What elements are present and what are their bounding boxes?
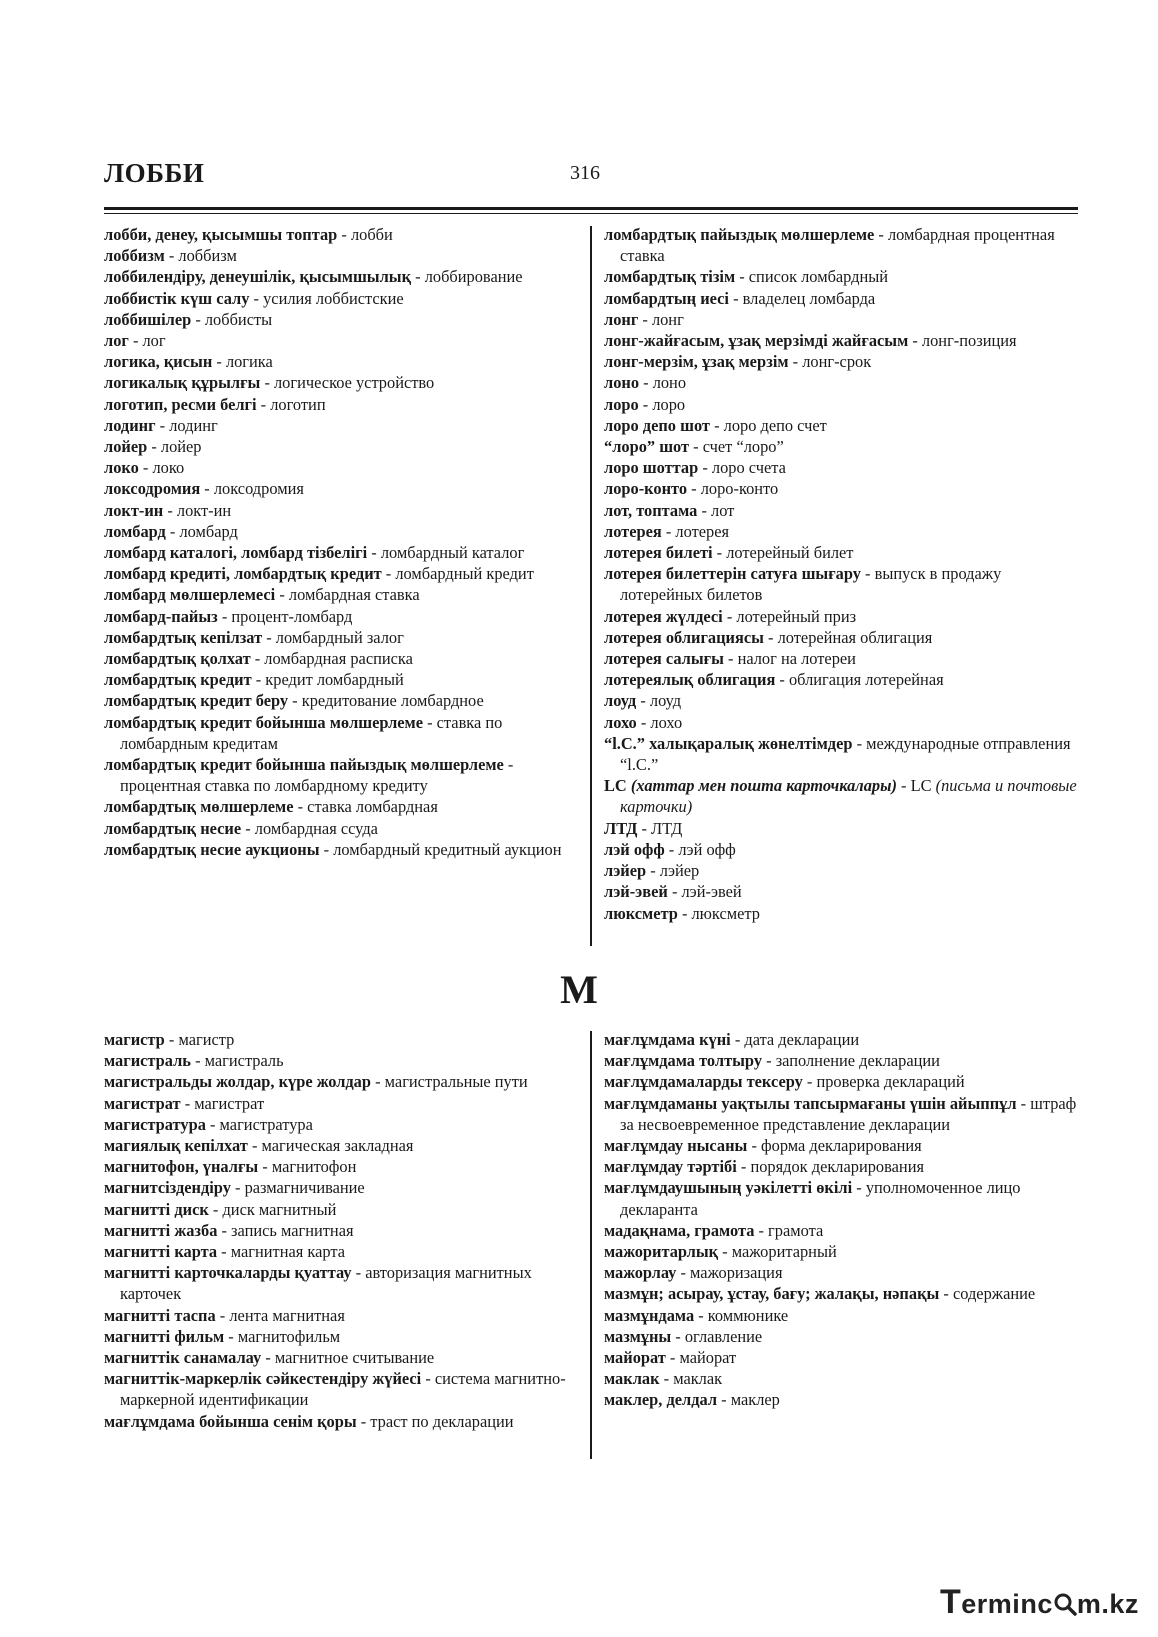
entry-definition: заполнение декларации [775, 1051, 940, 1071]
entry-term: “лоро” шот [604, 437, 690, 457]
dictionary-entry: лоббилендіру, денеушілік, қысымшылық - лоббирование [104, 267, 523, 287]
entry-term: лотерея [604, 521, 662, 541]
entry-definition: лента магнитная [229, 1305, 345, 1325]
entry-definition: лотерейный приз [736, 606, 857, 626]
dictionary-entry: ломбардтық қолхат - ломбардная расписка [104, 649, 413, 669]
entry-term: магистратура [104, 1114, 206, 1134]
entry-term: ломбардтық қолхат [104, 649, 251, 669]
dictionary-entry: мазмұндама - коммюнике [604, 1305, 789, 1325]
entry-term: мағлұмдамаларды тексеру [604, 1072, 803, 1092]
entry-definition: LC [910, 776, 932, 796]
dictionary-entry: магнитті таспа - лента магнитная [104, 1305, 345, 1325]
entry-term: логика, қисын [104, 352, 213, 372]
entry-definition: ломбардная процентная ставка [620, 225, 1055, 266]
entry-definition: запись магнитная [231, 1220, 354, 1240]
dictionary-entry: мажоритарлық - мажоритарный [604, 1242, 837, 1262]
dictionary-entry: лоно - лоно [604, 373, 687, 393]
entry-definition: магистральные пути [384, 1072, 528, 1092]
entry-definition: лоро депо счет [723, 415, 827, 435]
entry-term: лотерея билеті [604, 543, 713, 563]
dictionary-entry: магистратура - магистратура [104, 1114, 313, 1134]
entry-term: локсодромия [104, 479, 201, 499]
dictionary-entry: лоббизм - лоббизм [104, 246, 237, 266]
dictionary-entry: лобби, денеу, қысымшы топтар - лобби [104, 225, 393, 244]
section2-right-column [604, 1029, 1078, 1411]
entry-definition: авторизация магнитных карточек [120, 1263, 532, 1304]
entry-term: магнитті диск [104, 1199, 209, 1219]
entry-definition: ломбардный кредит [395, 564, 534, 584]
entry-definition: магическая закладная [261, 1136, 414, 1156]
entry-definition: диск магнитный [222, 1199, 337, 1219]
dictionary-entry: ломбардтық кредит - кредит ломбардный [104, 670, 404, 690]
entry-term: магиялық кепілхат [104, 1136, 248, 1156]
entry-definition: магистраль [204, 1051, 284, 1071]
dictionary-entry: мағлұмдама толтыру - заполнение декларации [604, 1051, 940, 1071]
entry-definition: размагничивание [244, 1178, 365, 1198]
dictionary-entry: магистрат - магистрат [104, 1093, 265, 1113]
dictionary-entry: логотип, ресми белгі - логотип [104, 394, 326, 414]
entry-definition: магистрат [194, 1093, 265, 1113]
entry-term: локт-ин [104, 500, 164, 520]
column-divider [590, 1031, 592, 1459]
entry-term: лоббизм [104, 246, 165, 266]
entry-definition: магнитное считывание [274, 1348, 435, 1368]
dictionary-entry: магистр - магистр [104, 1030, 235, 1049]
entry-definition: локо [152, 458, 185, 478]
entry-term: лэй-эвей [604, 882, 668, 902]
section2-left-column [104, 1029, 580, 1432]
termincom-logo[interactable] [940, 1583, 1140, 1623]
dictionary-entry: “лоро” шот - счет “лоро” [604, 437, 784, 457]
dictionary-entry: ломбард мөлшерлемесі - ломбардная ставка [104, 585, 420, 605]
dictionary-entry: логика, қисын - логика [104, 352, 273, 372]
dictionary-entry: мадақнама, грамота - грамота [604, 1220, 824, 1240]
dictionary-entry: лоро-конто - лоро-конто [604, 479, 779, 499]
dictionary-entry: лот, топтама - лот [604, 500, 735, 520]
entry-term: лог [104, 331, 129, 351]
magnifier-icon [1053, 1592, 1077, 1616]
entry-term: лоуд [604, 691, 637, 711]
entry-definition: лонг-позиция [921, 331, 1017, 351]
entry-term: ломбардтық кепілзат [104, 627, 263, 647]
entry-term: лонг [604, 309, 639, 329]
dictionary-entry: мағлұмдау тәртібі - порядок декларирования [604, 1157, 925, 1177]
entry-term: “l.C.” халықаралық жөнелтімдер [604, 733, 853, 753]
dictionary-entry: мазмұн; асырау, ұстау, бағу; жалақы, нәпақы - содержание [604, 1284, 1036, 1304]
entry-definition: ставка ломбардная [307, 797, 438, 817]
dictionary-entry: ломбардтық пайыздық мөлшерлеме - ломбардная процентная ставка [604, 225, 1055, 266]
entry-definition: логотип [270, 394, 326, 414]
entry-definition: ломбардная ставка [288, 585, 420, 605]
dictionary-entry: маклак - маклак [604, 1369, 723, 1389]
dictionary-entry: магистральды жолдар, күре жолдар - магистральные пути [104, 1072, 528, 1092]
entry-definition: порядок декларирования [750, 1157, 925, 1177]
page-header-title: ЛОББИ [104, 158, 205, 188]
dictionary-entry: локсодромия - локсодромия [104, 479, 304, 499]
entry-definition: счет “лоро” [702, 437, 784, 457]
dictionary-entry: лотерея жүлдесі - лотерейный приз [604, 606, 857, 626]
dictionary-entry: лоро шоттар - лоро счета [604, 458, 786, 478]
entry-definition: лог [142, 331, 166, 351]
entry-term: лонг-мерзім, ұзақ мерзім [604, 352, 789, 372]
entry-term: ломбардтық пайыздық мөлшерлеме [604, 225, 875, 244]
entry-term: лоббилендіру, денеушілік, қысымшылық [104, 267, 412, 287]
entry-definition: лонг [651, 309, 684, 329]
entry-term: люксметр [604, 903, 678, 923]
entry-definition: маклак [673, 1369, 723, 1389]
entry-term: мағлұмдаманы уақтылы тапсырмағаны үшін айыппұл [604, 1093, 1017, 1113]
entry-term: лотереялық облигация [604, 670, 776, 690]
dictionary-entry: магниттік-маркерлік сәйкестендіру жүйесі - система магнитно-маркерной идентификации [104, 1369, 566, 1410]
dictionary-entry: ломбардтық кредит бойынша мөлшерлеме - ставка по ломбардным кредитам [104, 712, 503, 753]
dictionary-entry: ломбард каталогі, ломбард тізбелігі - ломбардный каталог [104, 543, 525, 563]
entry-term: лэй офф [604, 839, 665, 859]
entry-term: магистрат [104, 1093, 181, 1113]
dictionary-entry: лотереялық облигация - облигация лотерейная [604, 670, 944, 690]
dictionary-entry: лотерея билеті - лотерейный билет [604, 543, 854, 563]
dictionary-entry: лоббишілер - лоббисты [104, 309, 273, 329]
dictionary-entry: LC (хаттар мен пошта карточкалары) - LC (письма и почтовые карточки) [604, 776, 1077, 817]
entry-definition: лэй офф [678, 839, 736, 859]
entry-definition: грамота [768, 1220, 824, 1240]
entry-definition: ломбард [179, 521, 238, 541]
entry-definition: магнитная карта [230, 1242, 345, 1262]
entry-definition: лэй-эвей [681, 882, 742, 902]
entry-term: лоббишілер [104, 309, 192, 329]
entry-term: магистральды жолдар, күре жолдар [104, 1072, 371, 1092]
dictionary-entry: лонг - лонг [604, 309, 684, 329]
entry-term: лоро-конто [604, 479, 688, 499]
entry-definition: уполномоченное лицо декларанта [620, 1178, 1021, 1219]
dictionary-entry: лодинг - лодинг [104, 415, 218, 435]
page-number: 316 [570, 162, 600, 184]
entry-term: лоро [604, 394, 639, 414]
entry-term: маклак [604, 1369, 660, 1389]
dictionary-entry: ломбардтық тізім - список ломбардный [604, 267, 889, 287]
dictionary-entry: магнитті фильм - магнитофильм [104, 1326, 341, 1346]
dictionary-entry: ломбардтық кредит беру - кредитование ломбардное [104, 691, 484, 711]
dictionary-entry: лотерея билеттерін сатуға шығару - выпуск в продажу лотерейных билетов [604, 564, 1002, 605]
dictionary-entry: мағлұмдамаларды тексеру - проверка деклараций [604, 1072, 965, 1092]
dictionary-entry: локо - локо [104, 458, 185, 478]
entry-definition: кредитование ломбардное [301, 691, 484, 711]
entry-definition: налог на лотереи [737, 649, 856, 669]
dictionary-entry: магнитофон, үналғы - магнитофон [104, 1157, 357, 1177]
entry-term: лоно [604, 373, 640, 393]
dictionary-entry: ломбард-пайыз - процент-ломбард [104, 606, 353, 626]
entry-definition: лотерея [675, 521, 730, 541]
entry-definition: облигация лотерейная [788, 670, 944, 690]
entry-term: лобби, денеу, қысымшы топтар [104, 225, 338, 244]
dictionary-entry: ломбардтық кепілзат - ломбардный залог [104, 627, 404, 647]
entry-term: ломбардтың иесі [604, 288, 729, 308]
entry-term: магнитофон, үналғы [104, 1157, 259, 1177]
dictionary-entry: магнитсіздендіру - размагничивание [104, 1178, 365, 1198]
dictionary-entry: лотерея салығы - налог на лотереи [604, 649, 856, 669]
dictionary-entry: лог - лог [104, 331, 166, 351]
dictionary-entry: магнитті карта - магнитная карта [104, 1242, 345, 1262]
entry-definition: выпуск в продажу лотерейных билетов [620, 564, 1002, 605]
entry-term: мазмұндама [604, 1305, 695, 1325]
entry-term: ломбардтық кредит беру [104, 691, 289, 711]
dictionary-entry: ломбардтық кредит бойынша пайыздық мөлшерлеме - процентная ставка по ломбардному кредиту [104, 755, 514, 796]
dictionary-entry: “l.C.” халықаралық жөнелтімдер - международные отправления “l.C.” [604, 733, 1071, 775]
entry-definition: магнитофильм [237, 1326, 341, 1346]
entry-term: локо [104, 458, 139, 478]
dictionary-entry: лэйер - лэйер [604, 861, 700, 881]
dictionary-entry: магнитті карточкаларды қуаттау - авторизация магнитных карточек [104, 1263, 532, 1304]
dictionary-entry: магиялық кепілхат - магическая закладная [104, 1136, 414, 1156]
entry-term: мағлұмдау нысаны [604, 1136, 748, 1156]
section1-right-column [604, 224, 1078, 924]
logo-text: Terminc m.kz [940, 1583, 1139, 1621]
dictionary-entry: лоро - лоро [604, 394, 686, 414]
entry-term: мазмұн; асырау, ұстау, бағу; жалақы, нәпақы [604, 1284, 940, 1304]
entry-definition: ставка по ломбардным кредитам [120, 712, 503, 753]
entry-definition: проверка деклараций [816, 1072, 965, 1092]
entry-definition: лобби [350, 225, 393, 244]
entry-definition: майорат [679, 1348, 737, 1368]
entry-term: лотерея жүлдесі [604, 606, 723, 626]
dictionary-entry: магниттік санамалау - магнитное считывание [104, 1348, 435, 1368]
entry-definition: мажоритарный [731, 1242, 837, 1262]
entry-term: лот, топтама [604, 500, 698, 520]
entry-term: мағлұмдаушының уәкілетті өкілі [604, 1178, 853, 1198]
dictionary-entry: лохо - лохо [604, 712, 683, 732]
dictionary-entry: лэй-эвей - лэй-эвей [604, 882, 742, 902]
dictionary-entry: ЛТД - ЛТД [604, 818, 683, 838]
entry-term: маклер, делдал [604, 1390, 718, 1410]
header-rule-thick [104, 207, 1078, 210]
entry-term: мағлұмдама бойынша сенім қоры [104, 1411, 357, 1431]
entry-definition: лоро-конто [700, 479, 779, 499]
dictionary-entry: лэй офф - лэй офф [604, 839, 736, 859]
entry-term: ломбардтық тізім [604, 267, 736, 287]
entry-term: ломбард-пайыз [104, 606, 218, 626]
entry-definition: владелец ломбарда [742, 288, 876, 308]
entry-term: лотерея облигациясы [604, 627, 764, 647]
entry-term: лоббистік күш салу [104, 288, 250, 308]
entry-definition: ломбардный каталог [380, 543, 525, 563]
entry-term: ломбард мөлшерлемесі [104, 585, 276, 605]
entry-definition: кредит ломбардный [265, 670, 404, 690]
entry-definition: лоббирование [424, 267, 523, 287]
entry-definition: логика [225, 352, 273, 372]
entry-term: ломбардтық кредит [104, 670, 252, 690]
entry-definition: система магнитно-маркерной идентификации [120, 1369, 566, 1410]
entry-definition: логическое устройство [274, 373, 435, 393]
entry-term: магнитті жазба [104, 1220, 218, 1240]
entry-term: лойер [104, 437, 148, 457]
dictionary-entry: магнитті диск - диск магнитный [104, 1199, 337, 1219]
entry-term: лоро шоттар [604, 458, 699, 478]
entry-definition: процент-ломбард [231, 606, 353, 626]
entry-definition: лотерейная облигация [777, 627, 933, 647]
entry-term: логикалық құрылғы [104, 373, 261, 393]
entry-term: мажоритарлық [604, 1242, 719, 1262]
entry-definition: лоро [652, 394, 686, 414]
entry-term: магнитті фильм [104, 1326, 225, 1346]
entry-definition: люксметр [691, 903, 760, 923]
entry-definition: ломбардная ссуда [254, 818, 378, 838]
entry-definition: мажоризация [690, 1263, 783, 1283]
dictionary-entry: лойер - лойер [104, 437, 202, 457]
entry-term: магнитті карточкаларды қуаттау [104, 1263, 352, 1283]
entry-definition: лоно [652, 373, 687, 393]
entry-definition: маклер [730, 1390, 780, 1410]
dictionary-entry: ломбард кредиті, ломбардтық кредит - ломбардный кредит [104, 564, 534, 584]
entry-term: ломбардтық кредит бойынша пайыздық мөлшерлеме [104, 755, 504, 775]
entry-definition: дата декларации [744, 1030, 860, 1049]
entry-definition: лойер [160, 437, 202, 457]
entry-term: лонг-жайғасым, ұзақ мерзімді жайғасым [604, 331, 909, 351]
dictionary-entry: мағлұмдаушының уәкілетті өкілі - уполномоченное лицо декларанта [604, 1178, 1021, 1219]
entry-definition: локсодромия [213, 479, 304, 499]
entry-definition: ломбардная расписка [264, 649, 413, 669]
entry-definition: лохо [650, 712, 683, 732]
entry-definition: лоро счета [711, 458, 786, 478]
dictionary-entry: ломбардтық мөлшерлеме - ставка ломбардная [104, 797, 438, 817]
entry-term: мағлұмдама толтыру [604, 1051, 763, 1071]
entry-term: магниттік-маркерлік сәйкестендіру жүйесі [104, 1369, 422, 1389]
entry-term: ломбард каталогі, ломбард тізбелігі [104, 543, 368, 563]
dictionary-entry: лоуд - лоуд [604, 691, 682, 711]
entry-term: ломбардтық несие аукционы [104, 839, 320, 859]
entry-term: мадақнама, грамота [604, 1220, 755, 1240]
entry-term-note: (хаттар мен пошта карточкалары) [630, 776, 897, 796]
entry-definition: лэйер [659, 861, 700, 881]
dictionary-entry: лоббистік күш салу - усилия лоббистские [104, 288, 404, 308]
entry-definition: лоуд [649, 691, 682, 711]
entry-definition: коммюнике [707, 1305, 789, 1325]
section1-left-column [104, 224, 580, 860]
entry-term: лэйер [604, 861, 647, 881]
dictionary-entry: маклер, делдал - маклер [604, 1390, 780, 1410]
dictionary-entry: магнитті жазба - запись магнитная [104, 1220, 354, 1240]
dictionary-entry: магистраль - магистраль [104, 1051, 284, 1071]
entry-term: ломбард кредиті, ломбардтық кредит [104, 564, 382, 584]
entry-term: магнитті карта [104, 1242, 218, 1262]
entry-term: майорат [604, 1348, 666, 1368]
entry-term: лотерея салығы [604, 649, 724, 669]
entry-definition: лоббисты [204, 309, 273, 329]
dictionary-entry: лотерея - лотерея [604, 521, 730, 541]
entry-term: ЛТД [604, 818, 638, 838]
entry-term: мазмұны [604, 1326, 672, 1346]
dictionary-entry: логикалық құрылғы - логическое устройство [104, 373, 435, 393]
dictionary-entry: ломбардтық несие аукционы - ломбардный кредитный аукцион [104, 839, 562, 859]
entry-definition: усилия лоббистские [263, 288, 404, 308]
entry-definition: траст по декларации [370, 1411, 514, 1431]
entry-term: ломбардтық кредит бойынша мөлшерлеме [104, 712, 423, 732]
dictionary-entry: ломбард - ломбард [104, 521, 238, 541]
entry-definition: локт-ин [176, 500, 232, 520]
entry-term: лоро депо шот [604, 415, 710, 435]
entry-definition-note: (письма и почтовые карточки) [620, 776, 1077, 817]
entry-term: магнитсіздендіру [104, 1178, 231, 1198]
dictionary-entry: мағлұмдама бойынша сенім қоры - траст по декларации [104, 1411, 514, 1431]
entry-term: ломбард [104, 521, 166, 541]
header-rule-thin [104, 213, 1078, 214]
entry-term: ломбардтық мөлшерлеме [104, 797, 294, 817]
entry-definition: лонг-срок [802, 352, 872, 372]
entry-definition: лот [711, 500, 735, 520]
dictionary-entry: мағлұмдама күні - дата декларации [604, 1030, 860, 1049]
dictionary-entry: мағлұмдаманы уақтылы тапсырмағаны үшін айыппұл - штраф за несвоевременное представление декларации [604, 1093, 1077, 1134]
entry-term: мағлұмдау тәртібі [604, 1157, 737, 1177]
entry-definition: международные отправления “l.C.” [620, 733, 1071, 775]
entry-definition: лотерейный билет [726, 543, 854, 563]
dictionary-entry: мазмұны - оглавление [604, 1326, 763, 1346]
entry-definition: ломбардный кредитный аукцион [333, 839, 562, 859]
dictionary-entry: мағлұмдау нысаны - форма декларирования [604, 1136, 922, 1156]
dictionary-entry: ломбардтың иесі - владелец ломбарда [604, 288, 876, 308]
entry-term: магистр [104, 1030, 165, 1049]
entry-definition: содержание [952, 1284, 1036, 1304]
dictionary-entry: лотерея облигациясы - лотерейная облигация [604, 627, 933, 647]
dictionary-entry: лонг-мерзім, ұзақ мерзім - лонг-срок [604, 352, 872, 372]
entry-definition: список ломбардный [748, 267, 889, 287]
entry-term: логотип, ресми белгі [104, 394, 257, 414]
entry-term: лохо [604, 712, 637, 732]
dictionary-entry: майорат - майорат [604, 1348, 737, 1368]
entry-term: магнитті таспа [104, 1305, 216, 1325]
entry-definition: лодинг [169, 415, 218, 435]
entry-definition: магистратура [219, 1114, 313, 1134]
entry-term: магистраль [104, 1051, 191, 1071]
entry-term: магниттік санамалау [104, 1348, 262, 1368]
dictionary-entry: мажорлау - мажоризация [604, 1263, 783, 1283]
entry-definition: лоббизм [178, 246, 237, 266]
entry-term: мағлұмдама күні [604, 1030, 731, 1049]
entry-definition: оглавление [684, 1326, 763, 1346]
section-letter-heading: М [560, 967, 598, 1012]
dictionary-entry: лоро депо шот - лоро депо счет [604, 415, 827, 435]
dictionary-entry: ломбардтық несие - ломбардная ссуда [104, 818, 378, 838]
entry-definition: штраф за несвоевременное представление декларации [620, 1093, 1077, 1134]
entry-definition: процентная ставка по ломбардному кредиту [120, 776, 428, 796]
column-divider [590, 226, 592, 946]
entry-definition: магнитофон [271, 1157, 357, 1177]
entry-term: LC [604, 776, 627, 796]
entry-term: мажорлау [604, 1263, 677, 1283]
entry-definition: форма декларирования [761, 1136, 922, 1156]
entry-definition: магистр [178, 1030, 235, 1049]
entry-definition: ЛТД [651, 818, 683, 838]
dictionary-entry: люксметр - люксметр [604, 903, 760, 923]
entry-term: лотерея билеттерін сатуға шығару [604, 564, 861, 584]
entry-term: ломбардтық несие [104, 818, 242, 838]
entry-term: лодинг [104, 415, 156, 435]
dictionary-entry: локт-ин - локт-ин [104, 500, 232, 520]
entry-definition: ломбардный залог [275, 627, 404, 647]
dictionary-entry: лонг-жайғасым, ұзақ мерзімді жайғасым - лонг-позиция [604, 331, 1017, 351]
